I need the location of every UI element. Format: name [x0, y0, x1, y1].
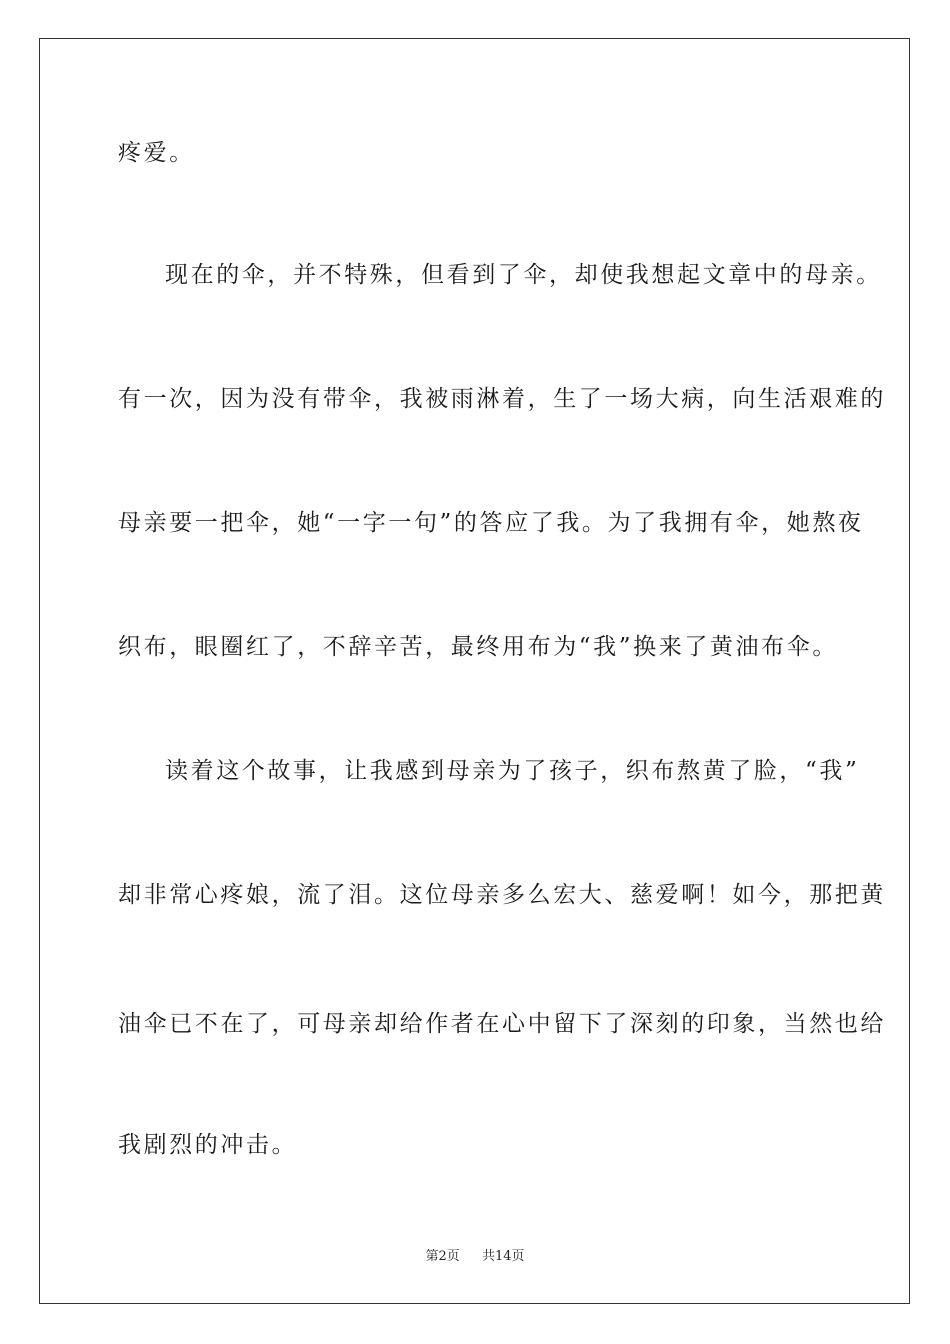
paragraph-line: 织布，眼圈红了，不辞辛苦，最终用布为“我”换来了黄油布伞。 [118, 634, 838, 660]
paragraph-line: 现在的伞，并不特殊，但看到了伞，却使我想起文章中的母亲。 [165, 262, 882, 288]
page-footer [0, 1245, 950, 1264]
page-number-total: 共14页 [482, 1249, 525, 1264]
paragraph-line: 油伞已不在了，可母亲却给作者在心中留下了深刻的印象，当然也给 [118, 1011, 886, 1037]
paragraph-line: 有一次，因为没有带伞，我被雨淋着，生了一场大病，向生活艰难的 [118, 386, 886, 412]
page-border [39, 38, 910, 1304]
paragraph-line: 母亲要一把伞，她“一字一句”的答应了我。为了我拥有伞，她熬夜 [118, 510, 864, 536]
paragraph-line: 读着这个故事，让我感到母亲为了孩子，织布熬黄了脸，“我” [165, 758, 860, 784]
page-number-current: 第2页 [425, 1249, 460, 1264]
paragraph-line: 却非常心疼娘，流了泪。这位母亲多么宏大、慈爱啊！如今，那把黄 [118, 882, 886, 908]
paragraph-line: 我剧烈的冲击。 [118, 1132, 298, 1158]
paragraph-line: 疼爱。 [118, 140, 195, 166]
